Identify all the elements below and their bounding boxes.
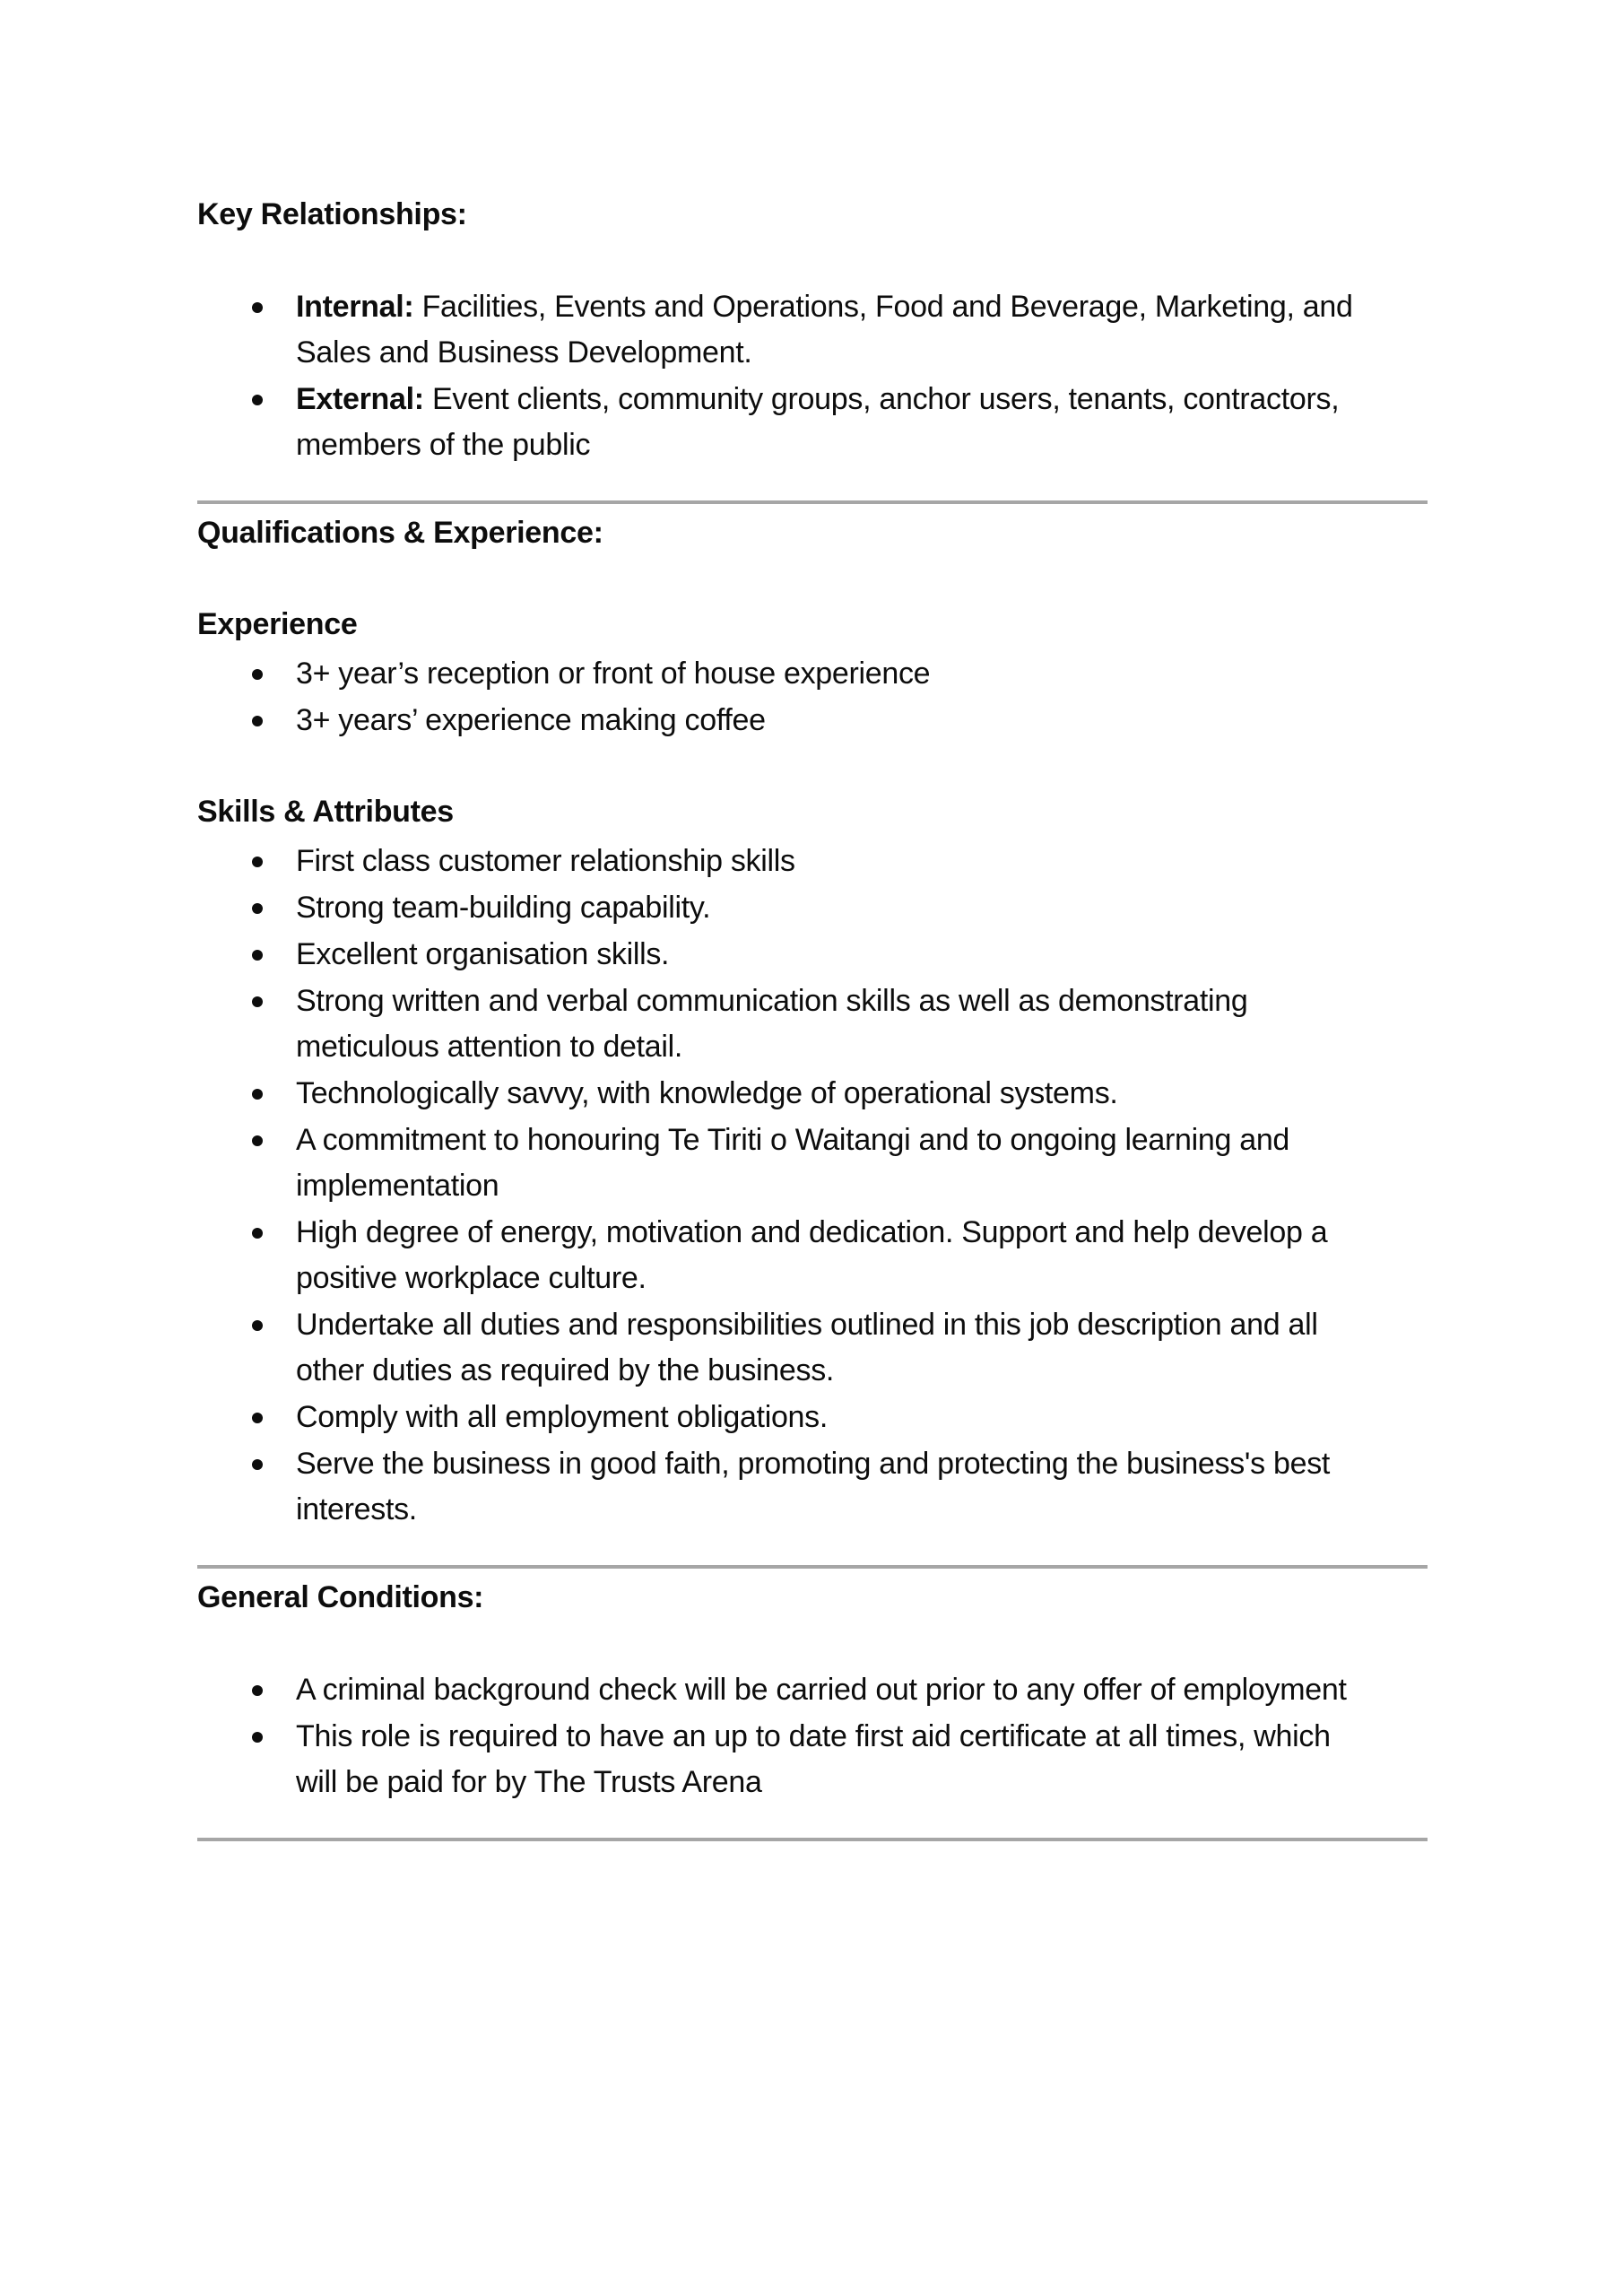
heading-key-relationships: Key Relationships: (197, 197, 467, 231)
list-item (197, 885, 1428, 931)
skills-attributes-list (197, 839, 1428, 1533)
bullet-icon (252, 857, 263, 867)
list-item-text: Technologically savvy, with knowledge of operational systems. (296, 1076, 1118, 1110)
horizontal-rule (197, 1565, 1428, 1569)
list-item-lead: External: (296, 382, 424, 416)
list-item (197, 377, 1428, 468)
heading-qualifications-experience: Qualifications & Experience: (197, 516, 603, 550)
list-item (197, 1118, 1428, 1209)
heading-general-conditions: General Conditions: (197, 1580, 484, 1614)
general-conditions-list (197, 1667, 1428, 1805)
bullet-icon (252, 1135, 263, 1146)
list-item (197, 1210, 1428, 1301)
list-item-text: First class customer relationship skills (296, 844, 795, 878)
bullet-icon (252, 1089, 263, 1100)
list-item (197, 1667, 1428, 1713)
bullet-icon (252, 1320, 263, 1331)
bullet-icon (252, 716, 263, 726)
bullet-icon (252, 1228, 263, 1239)
subheading-skills-attributes: Skills & Attributes (197, 795, 454, 829)
list-item-lead: Internal: (296, 290, 414, 324)
bullet-icon (252, 996, 263, 1007)
bullet-icon (252, 1459, 263, 1470)
list-item-text: A criminal background check will be carried out prior to any offer of employment (296, 1673, 1347, 1707)
list-item-text: 3+ year’s reception or front of house experience (296, 657, 931, 691)
bullet-icon (252, 302, 263, 313)
list-item (197, 932, 1428, 978)
list-item-text: 3+ years’ experience making coffee (296, 703, 766, 737)
list-item (197, 1395, 1428, 1440)
list-item-text: Internal: Facilities, Events and Operations, Food and Beverage, Marketing, and Sales and Business Development. (296, 290, 1353, 370)
bullet-icon (252, 1685, 263, 1696)
list-item-text: Excellent organisation skills. (296, 937, 670, 971)
bullet-icon (252, 1413, 263, 1423)
list-item-text: External: Event clients, community groups, anchor users, tenants, contractors, members of the public (296, 382, 1340, 462)
list-item-text: Strong written and verbal communication skills as well as demonstrating meticulous attention to detail. (296, 984, 1248, 1064)
list-item (197, 839, 1428, 884)
bullet-icon (252, 1732, 263, 1743)
list-item-text: This role is required to have an up to date first aid certificate at all times, which will be paid for by The Trusts Arena (296, 1719, 1331, 1799)
bullet-icon (252, 903, 263, 914)
list-item-text: A commitment to honouring Te Tiriti o Waitangi and to ongoing learning and implementation (296, 1123, 1290, 1203)
experience-list (197, 651, 1428, 744)
horizontal-rule (197, 1838, 1428, 1841)
list-item-text: Comply with all employment obligations. (296, 1400, 829, 1434)
list-item-text: Serve the business in good faith, promoting and protecting the business's best interests. (296, 1447, 1331, 1526)
bullet-icon (252, 950, 263, 961)
list-item (197, 284, 1428, 376)
list-item (197, 1302, 1428, 1394)
key-relationships-list (197, 284, 1428, 468)
list-item-text: Strong team-building capability. (296, 891, 711, 925)
list-item (197, 978, 1428, 1070)
bullet-icon (252, 395, 263, 405)
list-item (197, 651, 1428, 697)
list-item (197, 1441, 1428, 1533)
horizontal-rule (197, 500, 1428, 504)
bullet-icon (252, 669, 263, 680)
list-item (197, 1071, 1428, 1117)
subheading-experience: Experience (197, 607, 358, 641)
list-item-text: Undertake all duties and responsibilities outlined in this job description and all other duties as required by the business. (296, 1308, 1318, 1387)
list-item (197, 1714, 1428, 1805)
list-item (197, 698, 1428, 744)
list-item-text: High degree of energy, motivation and dedication. Support and help develop a positive workplace culture. (296, 1215, 1328, 1295)
